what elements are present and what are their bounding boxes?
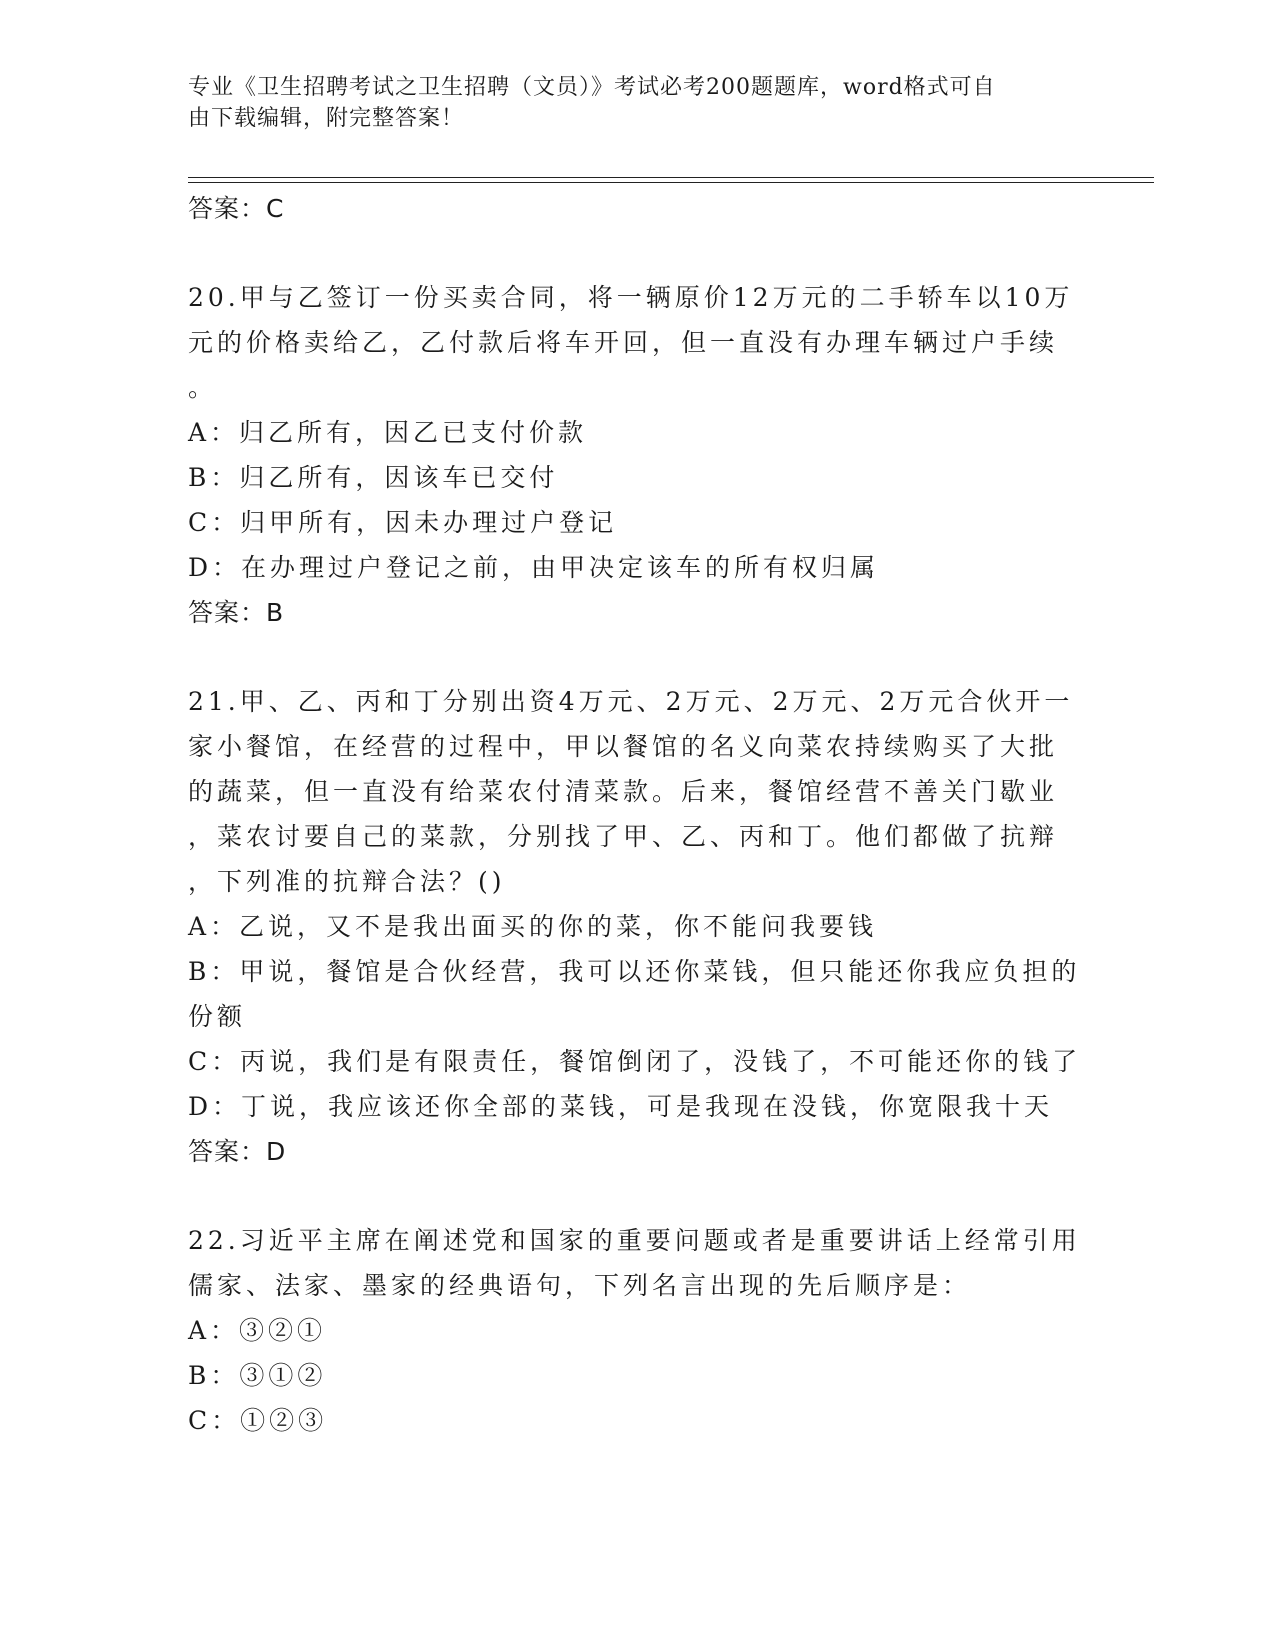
option-b: B：归乙所有，因该车已交付 — [188, 463, 559, 492]
option-d: D：在办理过户登记之前，由甲决定该车的所有权归属 — [188, 553, 880, 582]
question-text-line: 元的价格卖给乙，乙付款后将车开回，但一直没有办理车辆过户手续 — [188, 328, 1059, 357]
question-text-line: ，下列准的抗辩合法？() — [188, 867, 506, 896]
question-22 — [188, 1218, 1088, 1443]
option-d: D：丁说，我应该还你全部的菜钱，可是我现在没钱，你宽限我十天 — [188, 1092, 1054, 1121]
document-body — [188, 186, 1088, 1443]
option-c: C：丙说，我们是有限责任，餐馆倒闭了，没钱了，不可能还你的钱了 — [188, 1047, 1082, 1076]
header-divider-bottom — [188, 182, 1154, 183]
question-text-line: 。 — [188, 373, 218, 402]
question-text-line: 20.甲与乙签订一份买卖合同，将一辆原价12万元的二手轿车以10万 — [188, 283, 1074, 312]
option-c: C：①②③ — [188, 1406, 328, 1435]
option-a: A：归乙所有，因乙已支付价款 — [188, 418, 588, 447]
option-c: C：归甲所有，因未办理过户登记 — [188, 508, 618, 537]
header-line-2: 由下载编辑，附完整答案！ — [188, 106, 465, 131]
question-text-line: 21.甲、乙、丙和丁分别出资4万元、2万元、2万元、2万元合伙开一 — [188, 687, 1074, 716]
option-a: A：乙说，又不是我出面买的你的菜，你不能问我要钱 — [188, 912, 878, 941]
question-21 — [188, 679, 1088, 1174]
header-line-1: 专业《卫生招聘考试之卫生招聘（文员）》考试必考200题题库，word格式可自 — [188, 75, 996, 100]
question-text-line: 家小餐馆，在经营的过程中，甲以餐馆的名义向菜农持续购买了大批 — [188, 732, 1059, 761]
option-a: A：③②① — [188, 1316, 327, 1345]
option-b-continued: 份额 — [188, 1002, 247, 1031]
question-text-line: 22.习近平主席在阐述党和国家的重要问题或者是重要讲话上经常引用 — [188, 1226, 1081, 1255]
answer-21: 答案：D — [188, 1137, 287, 1166]
question-text-line: 儒家、法家、墨家的经典语句，下列名言出现的先后顺序是： — [188, 1271, 972, 1300]
question-text-line: 的蔬菜，但一直没有给菜农付清菜款。后来，餐馆经营不善关门歇业 — [188, 777, 1059, 806]
option-b: B：甲说，餐馆是合伙经营，我可以还你菜钱，但只能还你我应负担的 — [188, 957, 1081, 986]
question-text-line: ，菜农讨要自己的菜款，分别找了甲、乙、丙和丁。他们都做了抗辩 — [188, 822, 1059, 851]
answer-20: 答案：B — [188, 598, 285, 627]
answer-previous: 答案：C — [188, 194, 285, 223]
option-b: B：③①② — [188, 1361, 327, 1390]
question-20 — [188, 275, 1088, 635]
document-header — [188, 72, 1068, 134]
header-divider-top — [188, 177, 1154, 178]
